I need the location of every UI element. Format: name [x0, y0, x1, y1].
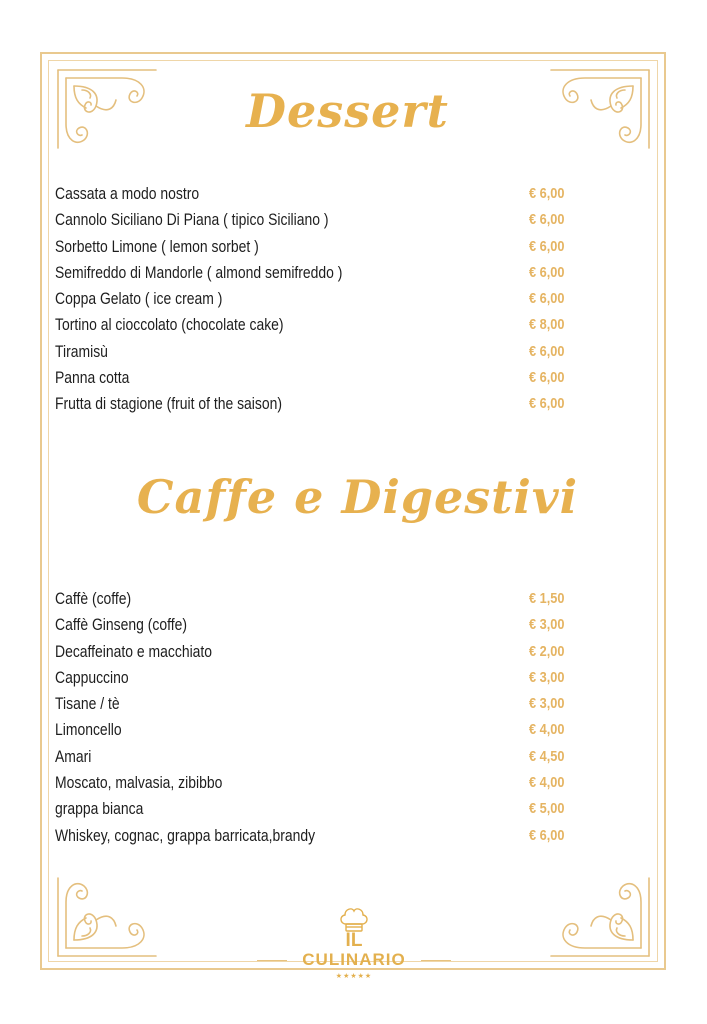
menu-item [55, 181, 575, 207]
menu-item [55, 639, 575, 665]
item-price: € 3,00 [529, 695, 565, 713]
item-price: € 2,00 [529, 642, 565, 660]
item-name: grappa bianca [55, 799, 144, 819]
item-name: Tisane / tè [55, 694, 120, 714]
item-name: Cannolo Siciliano Di Piana ( tipico Siciliano ) [55, 210, 329, 230]
item-name: Frutta di stagione (fruit of the saison) [55, 394, 283, 414]
item-name: Panna cotta [55, 368, 130, 388]
logo-stars: ★★★★★ [335, 973, 373, 980]
item-price: € 6,00 [529, 826, 565, 844]
item-name: Decaffeinato e macchiato [55, 641, 213, 661]
menu-item [55, 234, 575, 260]
ornament-icon [545, 872, 655, 962]
item-name: Limoncello [55, 720, 122, 740]
dessert-title: Dessert [246, 84, 449, 138]
item-name: Moscato, malvasia, zibibbo [55, 773, 223, 793]
item-price: € 5,00 [529, 800, 565, 818]
item-price: € 4,50 [529, 747, 565, 765]
item-price: € 6,00 [529, 395, 565, 413]
item-name: Sorbetto Limone ( lemon sorbet ) [55, 236, 259, 256]
item-name: Coppa Gelato ( ice cream ) [55, 289, 223, 309]
menu-item [55, 286, 575, 312]
corner-ornament-bottom-right [545, 872, 655, 962]
menu-item [55, 823, 575, 849]
menu-item [55, 207, 575, 233]
caffe-title: Caffe e Digestivi [136, 470, 579, 524]
menu-item [55, 586, 575, 612]
item-price: € 4,00 [529, 774, 565, 792]
restaurant-logo [283, 904, 425, 984]
item-price: € 3,00 [529, 668, 565, 686]
dessert-list [55, 181, 575, 418]
item-price: € 6,00 [529, 290, 565, 308]
menu-item [55, 717, 575, 743]
item-name: Tortino al cioccolato (chocolate cake) [55, 315, 284, 335]
ornament-icon [52, 872, 162, 962]
menu-item [55, 744, 575, 770]
item-name: Caffè Ginseng (coffe) [55, 615, 187, 635]
item-name: Amari [55, 746, 92, 766]
item-price: € 6,00 [529, 342, 565, 360]
item-price: € 3,00 [529, 616, 565, 634]
logo-text-il: IL [345, 930, 363, 951]
corner-ornament-bottom-left [52, 872, 162, 962]
logo-divider-right [421, 960, 451, 961]
item-price: € 1,50 [529, 590, 565, 607]
menu-item [55, 691, 575, 717]
menu-item [55, 796, 575, 822]
item-name: Whiskey, cognac, grappa barricata,brandy [55, 825, 316, 845]
logo-text-name: CULINARIO [302, 950, 406, 969]
item-name: Semifreddo di Mandorle ( almond semifreddo ) [55, 262, 343, 282]
menu-item [55, 260, 575, 286]
item-price: € 6,00 [529, 211, 565, 229]
caffe-list [55, 586, 575, 849]
item-name: Cappuccino [55, 667, 129, 687]
item-price: € 6,00 [529, 263, 565, 281]
item-name: Tiramisù [55, 341, 108, 361]
item-price: € 8,00 [529, 316, 565, 334]
menu-item [55, 391, 575, 417]
menu-item [55, 339, 575, 365]
menu-item [55, 312, 575, 338]
item-name: Cassata a modo nostro [55, 184, 200, 203]
menu-item [55, 612, 575, 638]
item-price: € 6,00 [529, 369, 565, 387]
item-price: € 6,00 [529, 237, 565, 255]
item-price: € 6,00 [529, 185, 565, 202]
item-name: Caffè (coffe) [55, 589, 132, 608]
item-price: € 4,00 [529, 721, 565, 739]
menu-item [55, 770, 575, 796]
menu-item [55, 665, 575, 691]
menu-item [55, 365, 575, 391]
